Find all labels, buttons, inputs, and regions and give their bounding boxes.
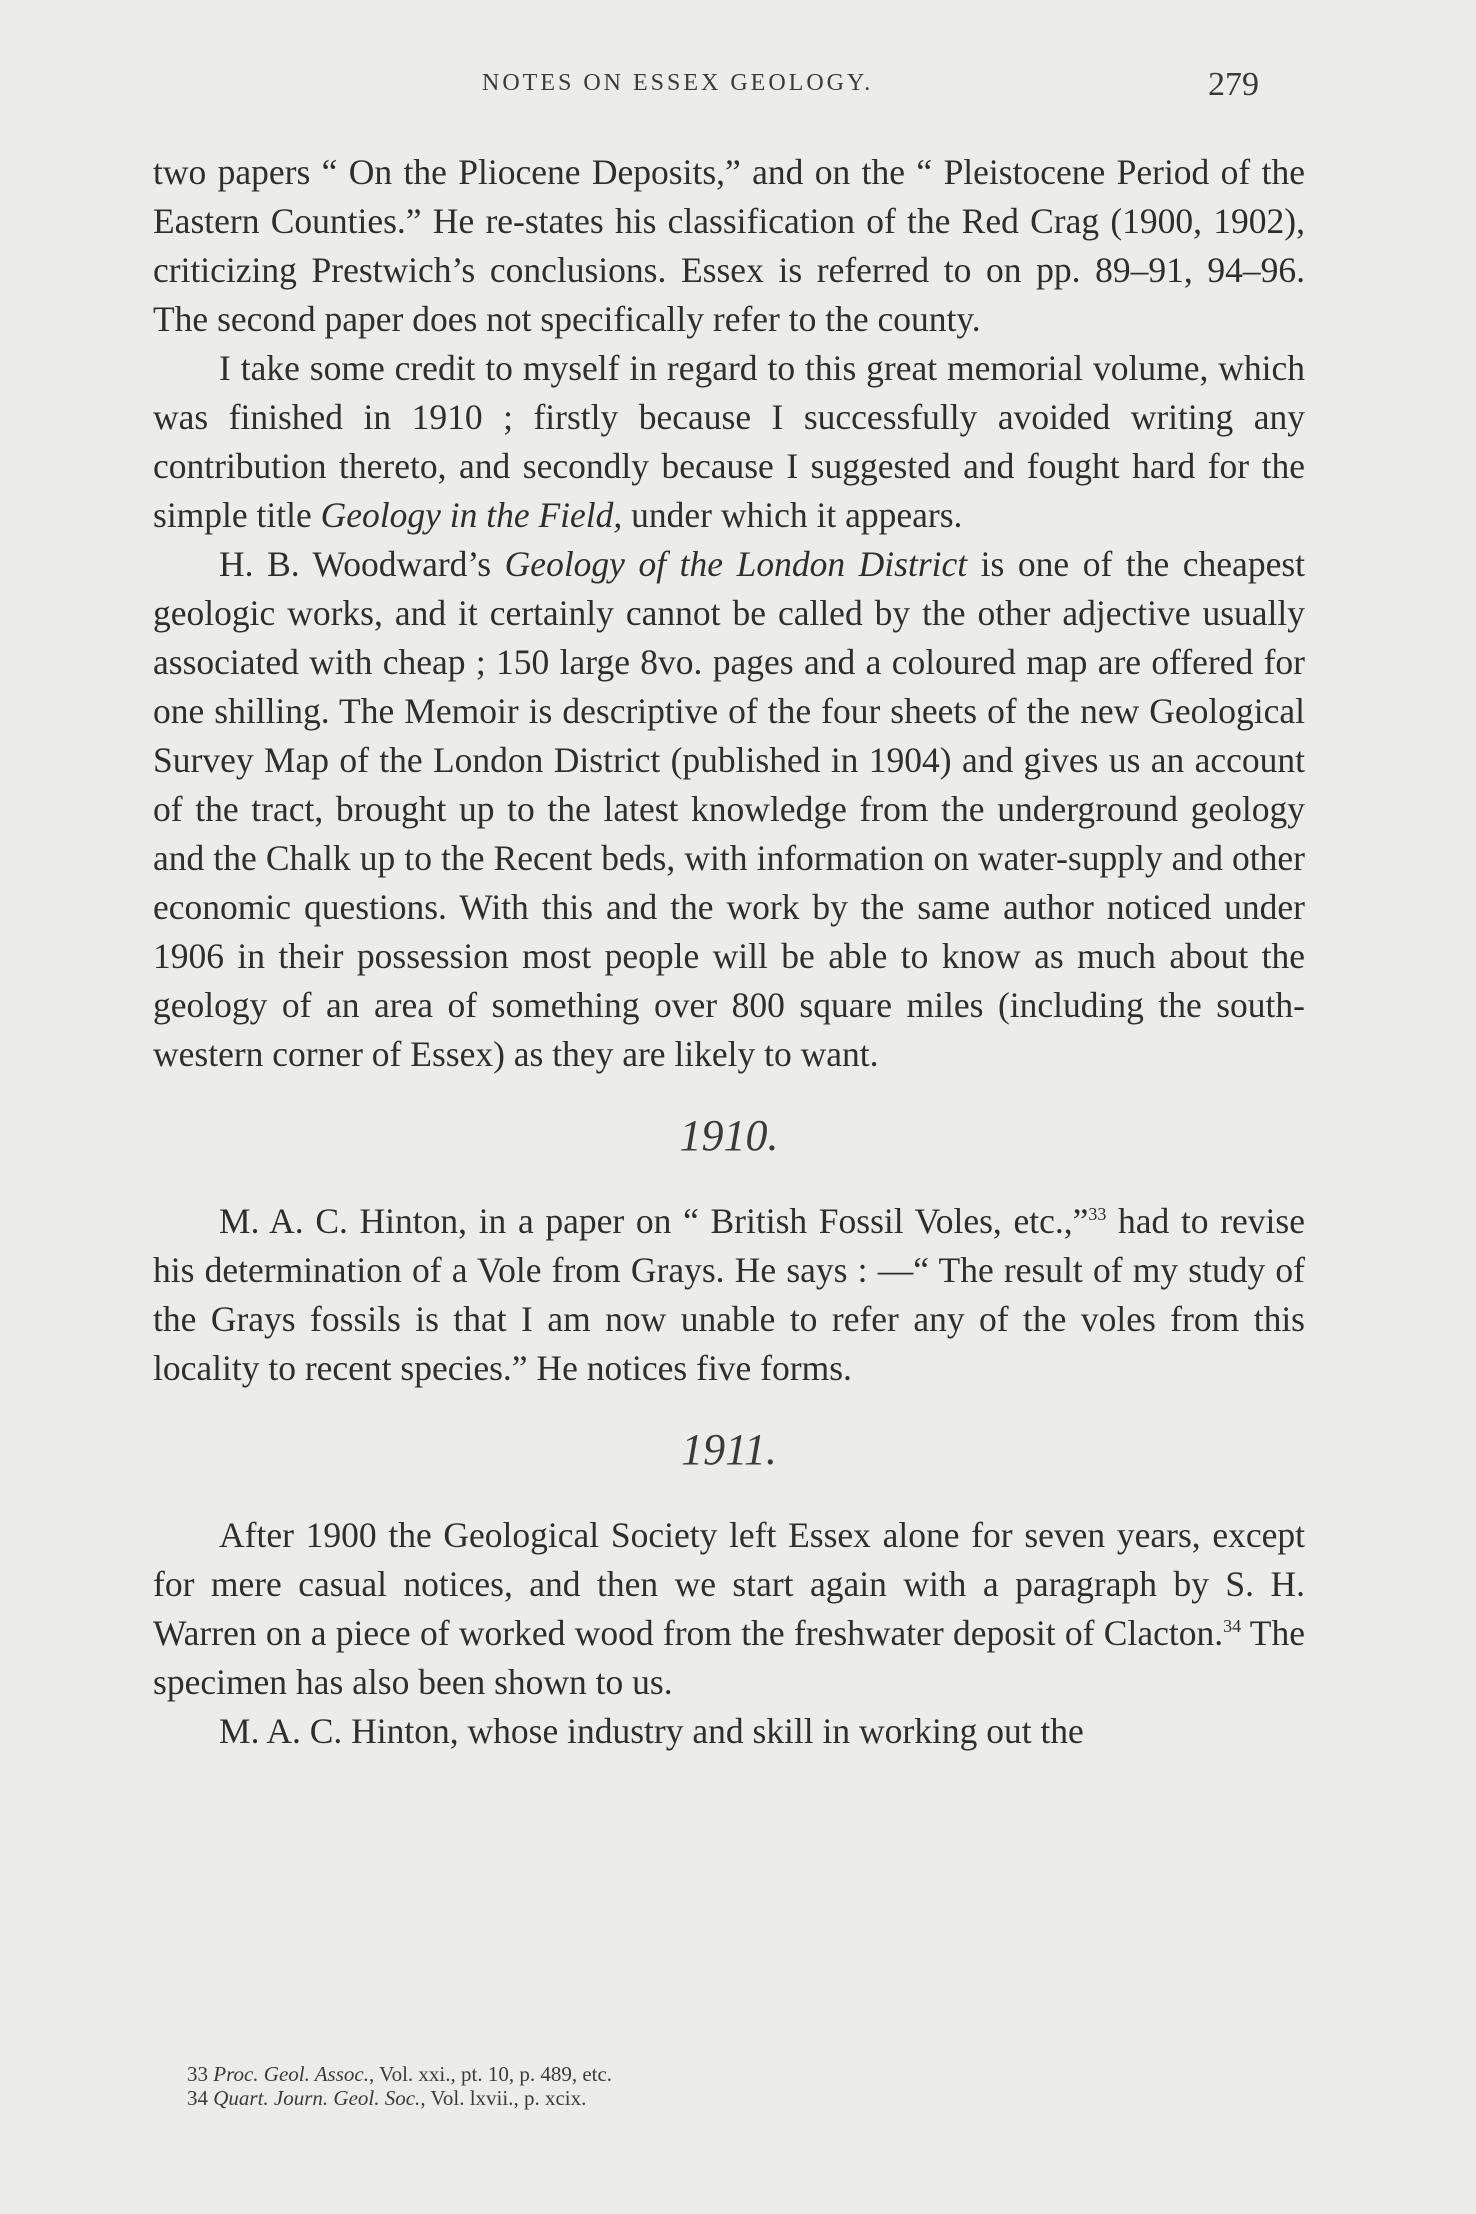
footnote-text: , Vol. xxi., pt. 10, p. 489, etc. (368, 2062, 613, 2086)
paragraph-text: is one of the cheapest geologic works, and it certainly cannot be called by the other adjective usually associated with cheap ; 150 large 8vo. pages and a coloured map are offered for one shilling. The Memoir is descriptive of the four sheets of the new Geological Survey Map of the London District (published in 1904) and gives us an account of the tract, brought up to the latest knowledge from the underground geology and the Chalk up to the Recent beds, with information on water-supply and other economic questions. With this and the work by the same author noticed under 1906 in their possession most people will be able to know as much about the geology of an area of something over 800 square miles (including the south-western corner of Essex) as they are likely to want. (153, 544, 1305, 1074)
paragraph-text: M. A. C. Hinton, in a paper on “ British Fossil Voles, etc.,” (219, 1201, 1089, 1241)
paragraph-text: I take some credit to myself in regard to this great memorial volume, which was finished in 1910 ; firstly because I successfully avoided writing any contribution thereto, and secondly because I suggested and fought hard for the simple title (153, 348, 1305, 535)
year-heading-1910: 1910. (679, 1111, 779, 1160)
book-title: Geology in the Field, (320, 495, 623, 535)
paragraph-text: under which it appears. (622, 495, 963, 535)
footnote-33 (187, 2062, 1087, 2086)
running-title: NOTES ON ESSEX GEOLOGY. (482, 70, 874, 96)
running-head (0, 66, 1476, 106)
paragraph-hinton-continued: M. A. C. Hinton, whose industry and skill in working out the (219, 1711, 1084, 1751)
footnote-34 (187, 2086, 1087, 2110)
footnote-ref-33: 33 (1088, 1204, 1107, 1225)
footnotes (187, 2062, 1087, 2110)
paragraph-pleistocene-papers: two papers “ On the Pliocene Deposits,” and on the “ Pleistocene Period of the Eastern Counties.” He re-states his classification of the Red Crag (1900, 1902), criticizing Prestwich’s conclusions. Essex is referred to on pp. 89–91, 94–96. The second paper does not specifically refer to the county. (153, 152, 1305, 339)
paragraph-text: H. B. Woodward’s (219, 544, 505, 584)
footnote-ref-34: 34 (1223, 1616, 1242, 1637)
footnote-number: 34 (187, 2086, 208, 2110)
book-title: Geology of the London District (504, 544, 968, 584)
main-text (153, 148, 1305, 1756)
paragraph-text: The specimen has also been shown to us. (153, 1613, 1305, 1702)
year-heading-1911: 1911. (681, 1425, 777, 1474)
paragraph-text: had to revise his determination of a Vole from Grays. He says : —“ The result of my study of the Grays fossils is that I am now unable to refer any of the voles from this locality to recent species.” He notices five forms. (153, 1201, 1305, 1388)
paragraph-hinton-voles (153, 1197, 1305, 1393)
paragraph-geological-society (153, 1511, 1305, 1707)
footnote-number: 33 (187, 2062, 208, 2086)
page-number: 279 (1208, 66, 1259, 103)
paragraph-text: After 1900 the Geological Society left Essex alone for seven years, except for mere casual notices, and then we start again with a paragraph by S. H. Warren on a piece of worked wood from the freshwater deposit of Clacton. (153, 1515, 1305, 1653)
footnote-text: , Vol. lxvii., p. xcix. (420, 2086, 587, 2110)
footnote-source: Quart. Journ. Geol. Soc. (213, 2086, 421, 2110)
footnote-source: Proc. Geol. Assoc. (213, 2062, 369, 2086)
paragraph-woodward-memoir (153, 540, 1305, 1079)
paragraph-memorial-volume (153, 344, 1305, 540)
